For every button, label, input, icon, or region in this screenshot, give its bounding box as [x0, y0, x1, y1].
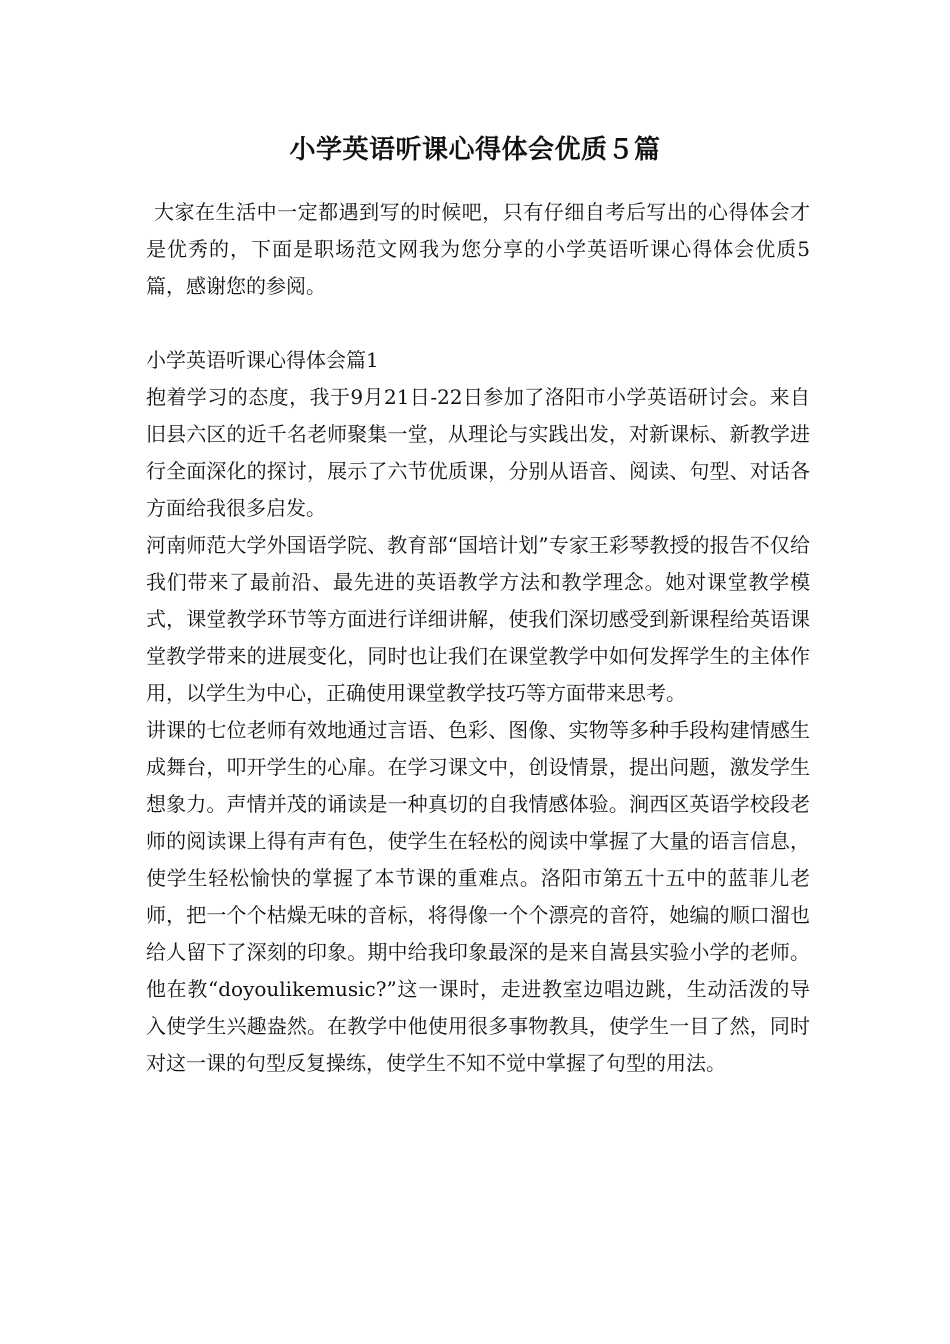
document-title: 小学英语听课心得体会优质５篇	[289, 135, 661, 165]
body-paragraph-2: 河南师范大学外国语学院、教育部“国培计划”专家王彩琴教授的报告不仅给我们带来了最前沿、最先进的英语教学方法和教学理念。她对课堂教学模式，课堂教学环节等方面进行详细讲解，使我们深切感受到新课程给英语课堂教学带来的进展变化，同时也让我们在课堂教学中如何发挥学生的主体作用，以学生为中心，正确使用课堂教学技巧等方面带来思考。	[146, 533, 810, 705]
paragraph-gap	[146, 305, 810, 342]
document-body	[146, 194, 810, 1082]
body-paragraph-3: 讲课的七位老师有效地通过言语、色彩、图像、实物等多种手段构建情感生成舞台，叩开学生的心扉。在学习课文中，创设情景，提出问题，激发学生想象力。声情并茂的诵读是一种真切的自我情感体验。涧西区英语学校段老师的阅读课上得有声有色，使学生在轻松的阅读中掌握了大量的语言信息，使学生轻松愉快的掌握了本节课的重难点。洛阳市第五十五中的蓝菲儿老师，把一个个枯燥无味的音标，将得像一个个漂亮的音符，她编的顺口溜也给人留下了深刻的印象。期中给我印象最深的是来自嵩县实验小学的老师。他在教“doyoulikemusic?”这一课时，走进教室边唱边跳，生动活泼的导入使学生兴趣盎然。在教学中他使用很多事物教具，使学生一目了然，同时对这一课的句型反复操练，使学生不知不觉中掌握了句型的用法。	[146, 718, 810, 1075]
intro-paragraph: 大家在生活中一定都遇到写的时候吧，只有仔细自考后写出的心得体会才是优秀的，下面是职场范文网我为您分享的小学英语听课心得体会优质5篇，感谢您的参阅。	[146, 200, 810, 298]
body-paragraph-1: 抱着学习的态度，我于9月21日-22日参加了洛阳市小学英语研讨会。来自旧县六区的近千名老师聚集一堂，从理论与实践出发，对新课标、新教学进行全面深化的探讨，展示了六节优质课，分别从语音、阅读、句型、对话各方面给我很多启发。	[146, 385, 810, 520]
section-heading: 小学英语听课心得体会篇1	[146, 348, 379, 372]
